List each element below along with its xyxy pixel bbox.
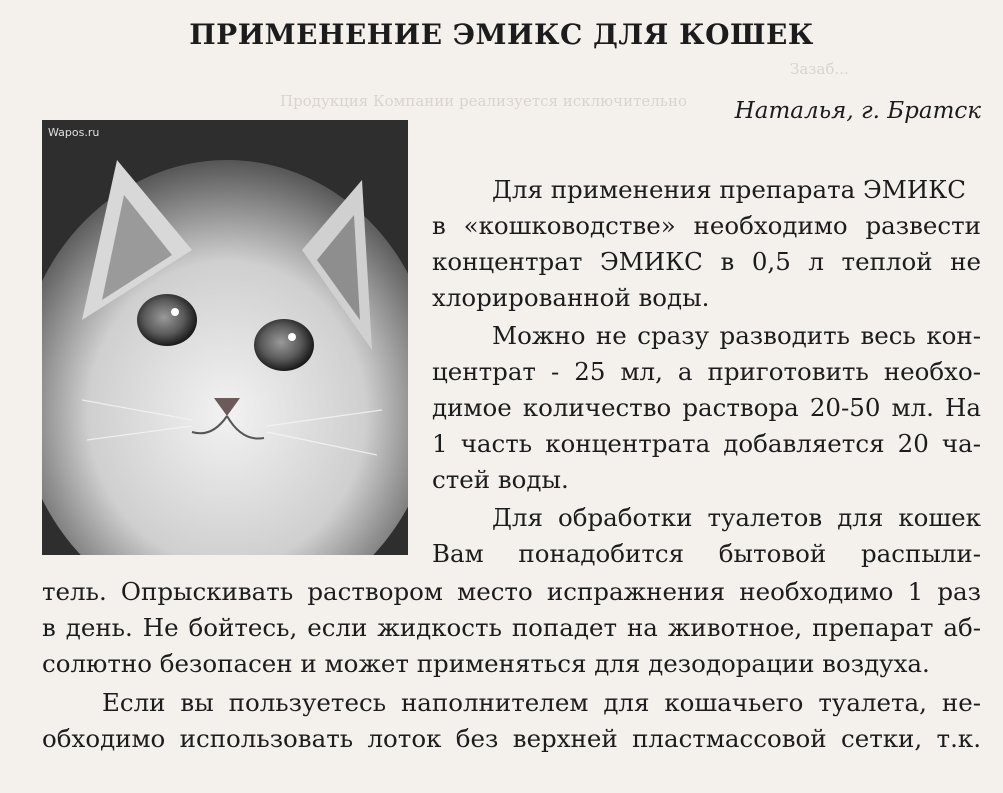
text-line: в день. Не бойтесь, если жидкость попадет на животное, препарат аб- [42, 613, 981, 642]
text-line: тель. Опрыскивать раствором место испражнения необходимо 1 раз [42, 577, 981, 606]
text-line: стей воды. [432, 465, 569, 494]
text-line: центрат - 25 мл, а приготовить необхо- [432, 357, 981, 386]
text-line: Можно не сразу разводить весь кон- [492, 321, 981, 350]
text-line: димое количество раствора 20-50 мл. На [432, 393, 981, 422]
article-title: ПРИМЕНЕНИЕ ЭМИКС ДЛЯ КОШЕК [189, 18, 814, 51]
text-line: в «кошководстве» необходимо развести [432, 211, 981, 240]
text-line: концентрат ЭМИКС в 0,5 л теплой не [432, 247, 981, 276]
text-line: 1 часть концентрата добавляется 20 ча- [432, 429, 981, 458]
bleed-through-text: Продукция Компании реализуется исключительно [280, 92, 687, 110]
text-line: Вам понадобится бытовой распыли- [432, 539, 981, 568]
text-line: Если вы пользуетесь наполнителем для кошачьего туалета, не- [102, 688, 981, 717]
photo-watermark: Wapos.ru [48, 126, 100, 139]
article-author: Наталья, г. Братск [734, 98, 981, 124]
text-line: Для обработки туалетов для кошек [492, 503, 981, 532]
text-line: обходимо использовать лоток без верхней пластмассовой сетки, т.к. [42, 724, 981, 753]
text-line: солютно безопасен и может применяться для дезодорации воздуха. [42, 649, 930, 678]
cat-illustration [42, 120, 408, 555]
bleed-through-text: Зазаб... [790, 60, 849, 78]
text-line: Для применения препарата ЭМИКС [492, 175, 966, 204]
text-line: хлорированной воды. [432, 283, 710, 312]
cat-photo [42, 120, 408, 555]
